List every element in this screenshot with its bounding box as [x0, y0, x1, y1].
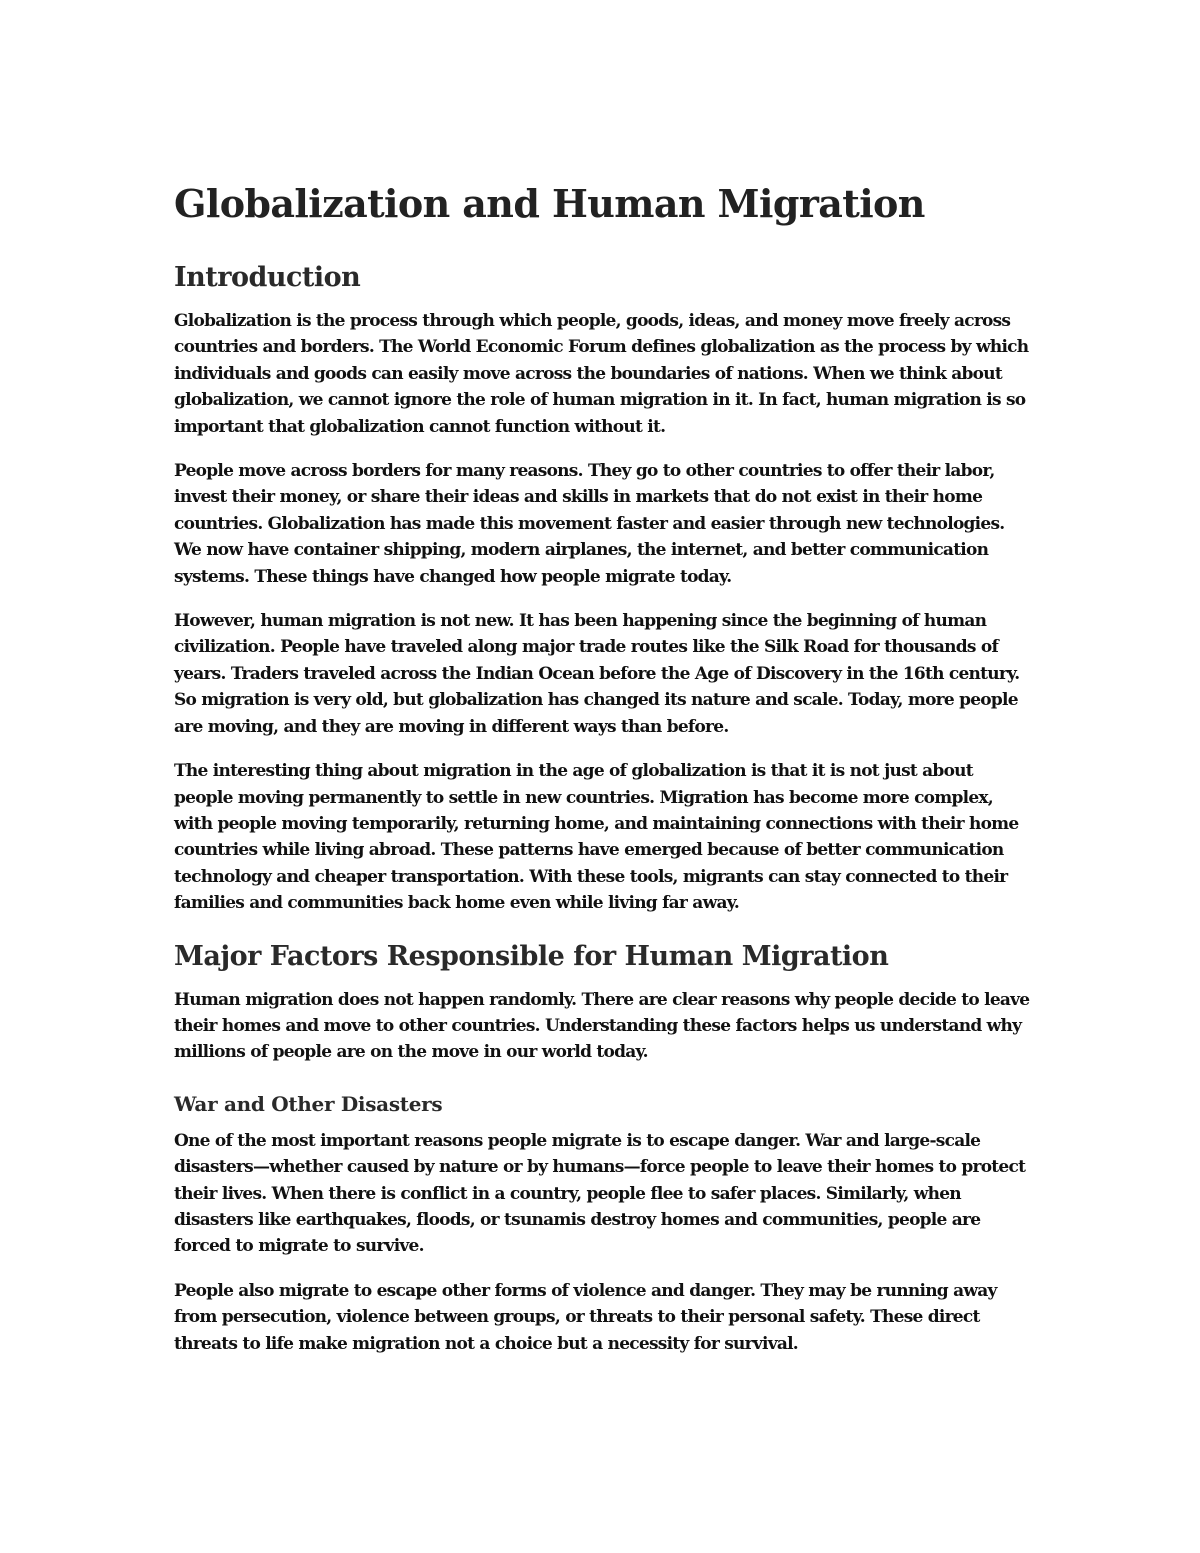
paragraph: However, human migration is not new. It has been happening since the beginning of human civilization. People have traveled along major trade routes like the Silk Road for thousands of years. Traders traveled across the Indian Ocean before the Age of Discovery in the 16th century. So migration is very old, but globalization has changed its nature and scale. Today, more people are moving, and they are moving in different ways than before.	[174, 611, 1020, 737]
document-page	[174, 178, 1030, 1375]
subsection-heading-war-and-disasters: War and Other Disasters	[174, 1091, 443, 1116]
subsection-war-and-disasters	[174, 1088, 1030, 1357]
section-heading-major-factors: Major Factors Responsible for Human Migration	[174, 940, 889, 972]
paragraph: Human migration does not happen randomly. There are clear reasons why people decide to leave their homes and move to other countries. Understanding these factors helps us understand why millions of people are on the move in our world today.	[174, 989, 1030, 1063]
section-introduction	[174, 258, 1030, 917]
paragraph: People also migrate to escape other forms of violence and danger. They may be running away from persecution, violence between groups, or threats to their personal safety. These direct threats to life make migration not a choice but a necessity for survival.	[174, 1280, 997, 1354]
paragraph: The interesting thing about migration in the age of globalization is that it is not just about people moving permanently to settle in new countries. Migration has become more complex, with people moving temporarily, returning home, and maintaining connections with their home countries while living abroad. These patterns have emerged because of better communication technology and cheaper transportation. With these tools, migrants can stay connected to their families and communities back home even while living far away.	[174, 761, 1019, 914]
section-major-factors	[174, 937, 1030, 1357]
document-title: Globalization and Human Migration	[174, 181, 925, 226]
paragraph: People move across borders for many reasons. They go to other countries to offer their labor, invest their money, or share their ideas and skills in markets that do not exist in their home countries. Globalization has made this movement faster and easier through new technologies. We now have container shipping, modern airplanes, the internet, and better communication systems. These things have changed how people migrate today.	[174, 461, 1005, 587]
paragraph: Globalization is the process through which people, goods, ideas, and money move freely across countries and borders. The World Economic Forum defines globalization as the process by which individuals and goods can easily move across the boundaries of nations. When we think about globalization, we cannot ignore the role of human migration in it. In fact, human migration is so important that globalization cannot function without it.	[174, 311, 1029, 437]
paragraph: One of the most important reasons people migrate is to escape danger. War and large-scale disasters—whether caused by nature or by humans—force people to leave their homes to protect their lives. When there is conflict in a country, people flee to safer places. Similarly, when disasters like earthquakes, floods, or tsunamis destroy homes and communities, people are forced to migrate to survive.	[174, 1130, 1026, 1257]
section-heading-introduction: Introduction	[174, 262, 361, 293]
